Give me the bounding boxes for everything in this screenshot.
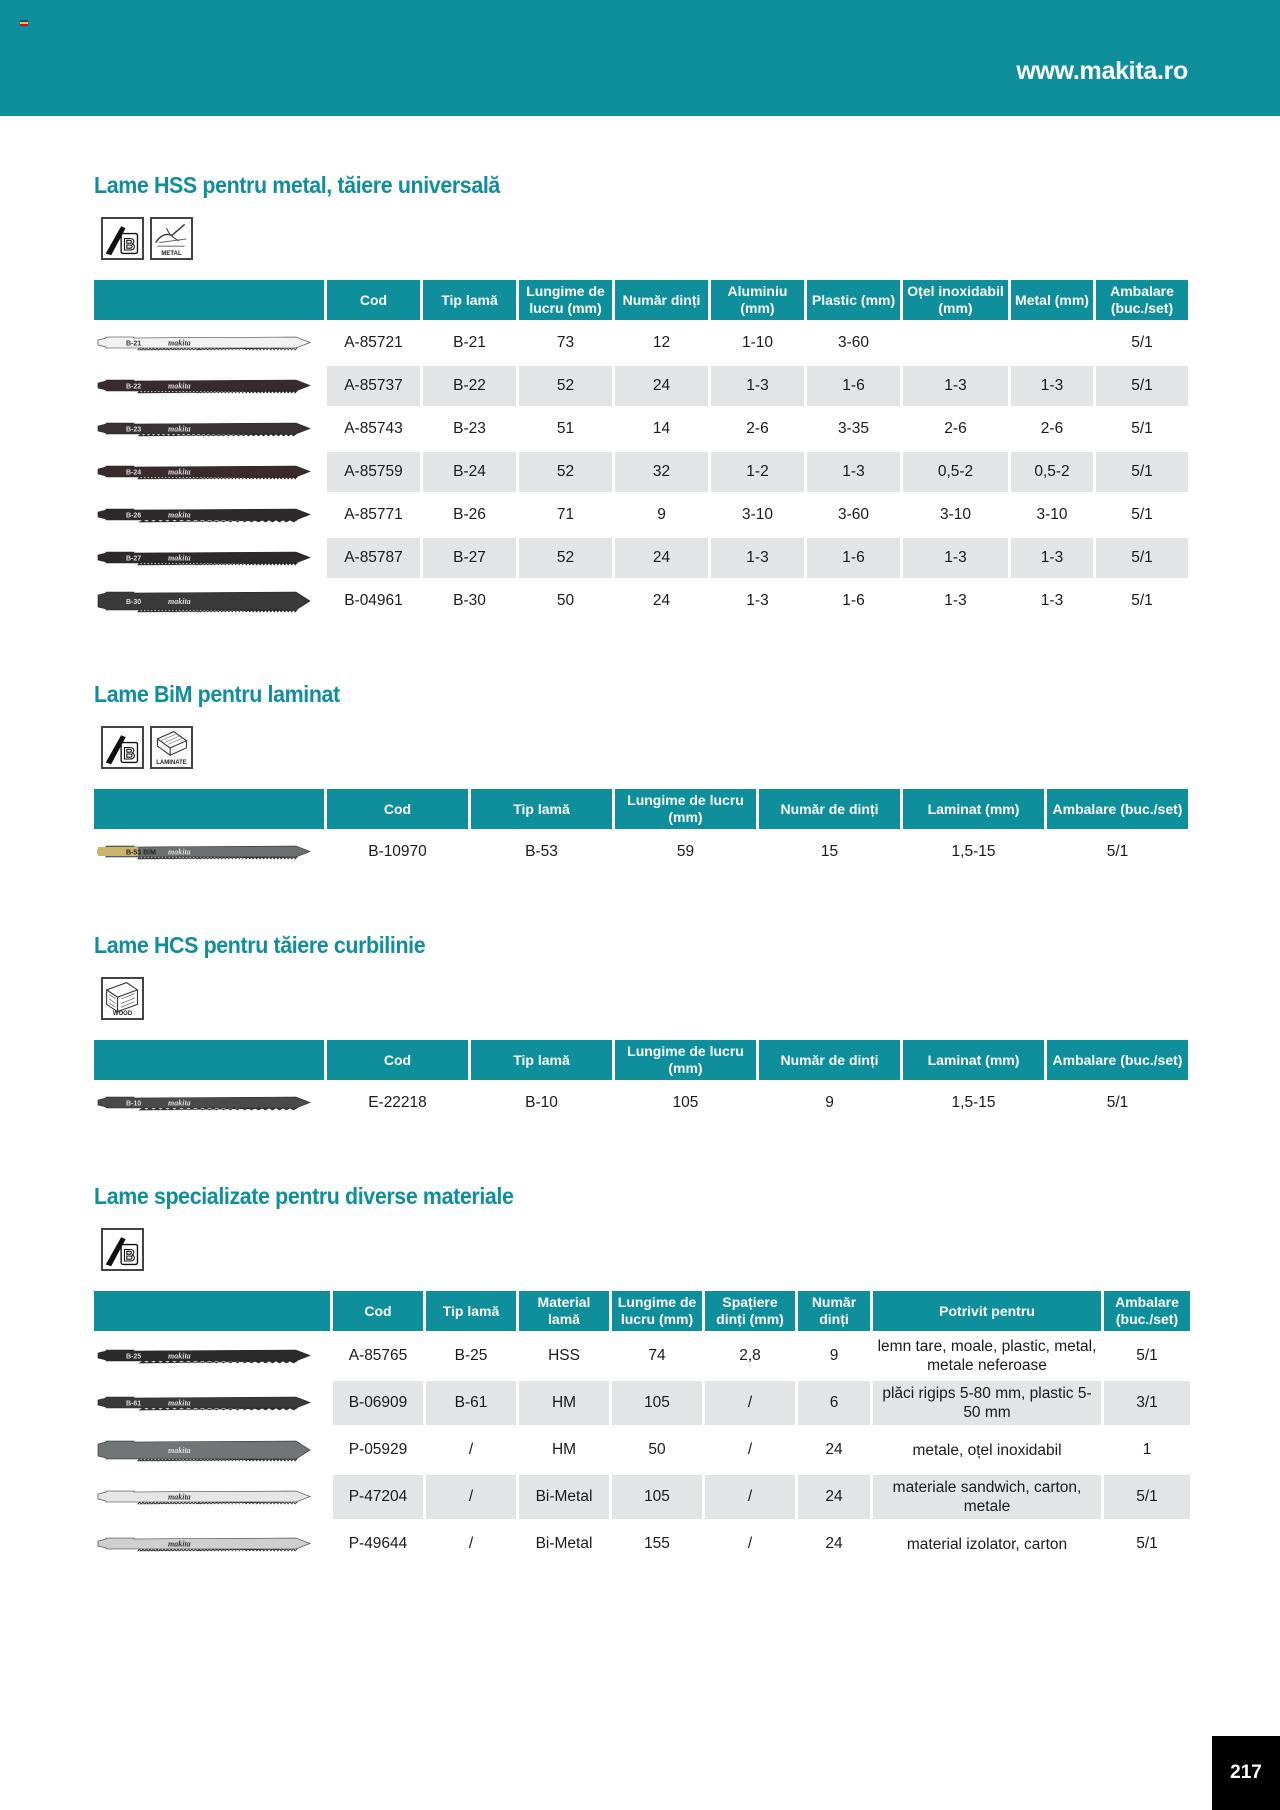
wood-icon: WOOD bbox=[101, 977, 144, 1020]
table-cell: 50 bbox=[612, 1428, 702, 1472]
table-cell: B-10 bbox=[471, 1083, 612, 1123]
table-cell: 105 bbox=[612, 1381, 702, 1425]
section-title: Lame BiM pentru laminat bbox=[94, 681, 340, 707]
table-row bbox=[94, 1334, 1190, 1378]
table-cell: 9 bbox=[615, 495, 708, 535]
table-cell: B-27 bbox=[423, 538, 516, 578]
col-header: Număr de dinți bbox=[759, 789, 900, 829]
col-header: Tip lamă bbox=[423, 280, 516, 320]
svg-text:B-10: B-10 bbox=[126, 1100, 142, 1108]
table-cell: 5/1 bbox=[1104, 1475, 1190, 1519]
table-cell: HSS bbox=[519, 1334, 609, 1378]
table-cell: 52 bbox=[519, 366, 612, 406]
table-cell: 24 bbox=[798, 1428, 870, 1472]
table-cell: / bbox=[705, 1381, 795, 1425]
col-header: Număr de dinți bbox=[759, 1040, 900, 1080]
material-icons bbox=[101, 977, 1188, 1021]
svg-text:makita: makita bbox=[168, 1492, 191, 1502]
table-cell: A-85721 bbox=[327, 323, 420, 363]
header-bar bbox=[0, 0, 1280, 116]
table-cell: 1-3 bbox=[903, 581, 1008, 621]
svg-text:makita: makita bbox=[168, 467, 191, 477]
table-cell: materiale sandwich, carton, metale bbox=[873, 1475, 1101, 1519]
table-row bbox=[94, 323, 1188, 363]
table-cell: 1-2 bbox=[711, 452, 804, 492]
table-cell: 73 bbox=[519, 323, 612, 363]
header-blank bbox=[94, 1291, 330, 1331]
table-cell bbox=[1011, 323, 1093, 363]
svg-text:B-23: B-23 bbox=[126, 426, 142, 434]
table-cell: P-49644 bbox=[333, 1522, 423, 1566]
col-header: Ambalare (buc./set) bbox=[1047, 1040, 1188, 1080]
blade-image bbox=[94, 1428, 330, 1472]
table-cell: P-05929 bbox=[333, 1428, 423, 1472]
table-cell: B-26 bbox=[423, 495, 516, 535]
svg-text:makita: makita bbox=[168, 597, 191, 606]
table-cell: Bi-Metal bbox=[519, 1475, 609, 1519]
blade-image bbox=[94, 452, 324, 492]
table-cell: 155 bbox=[612, 1522, 702, 1566]
table-row bbox=[94, 581, 1188, 621]
table-cell: 105 bbox=[615, 1083, 756, 1123]
table-cell: 52 bbox=[519, 452, 612, 492]
table-cell: plăci rigips 5-80 mm, plastic 5-50 mm bbox=[873, 1381, 1101, 1425]
col-header: Material lamă bbox=[519, 1291, 609, 1331]
svg-text:B-27: B-27 bbox=[126, 555, 142, 563]
flag-icon bbox=[20, 20, 28, 26]
table-row bbox=[94, 409, 1188, 449]
svg-text:makita: makita bbox=[168, 847, 191, 857]
table-cell: B-23 bbox=[423, 409, 516, 449]
col-header: Tip lamă bbox=[426, 1291, 516, 1331]
table-cell: B-21 bbox=[423, 323, 516, 363]
col-header: Cod bbox=[327, 280, 420, 320]
table-cell: 32 bbox=[615, 452, 708, 492]
col-header: Lungime de lucru (mm) bbox=[612, 1291, 702, 1331]
table-cell: 24 bbox=[615, 581, 708, 621]
table-cell: 1-3 bbox=[1011, 366, 1093, 406]
table-cell: 5/1 bbox=[1096, 495, 1188, 535]
svg-text:B-61: B-61 bbox=[126, 1400, 142, 1408]
col-header: Lungime de lucru (mm) bbox=[615, 789, 756, 829]
table-row bbox=[94, 1522, 1190, 1566]
table-cell: 50 bbox=[519, 581, 612, 621]
table-row bbox=[94, 832, 1188, 872]
table-cell: / bbox=[426, 1522, 516, 1566]
col-header: Tip lamă bbox=[471, 1040, 612, 1080]
blade-image bbox=[94, 1522, 330, 1566]
table-cell: HM bbox=[519, 1381, 609, 1425]
table-cell: P-47204 bbox=[333, 1475, 423, 1519]
material-icons bbox=[101, 217, 1188, 261]
svg-text:B: B bbox=[123, 744, 136, 763]
table-cell: 5/1 bbox=[1096, 366, 1188, 406]
b-shank-icon bbox=[101, 1228, 144, 1271]
table-cell: 3-10 bbox=[903, 495, 1008, 535]
svg-text:B: B bbox=[123, 1246, 136, 1265]
table-cell: A-85743 bbox=[327, 409, 420, 449]
section-title: Lame HCS pentru tăiere curbilinie bbox=[94, 932, 426, 958]
col-header: Număr dinți bbox=[798, 1291, 870, 1331]
blade-image bbox=[94, 581, 324, 621]
spec-table bbox=[91, 277, 1191, 624]
table-cell: 1-3 bbox=[711, 366, 804, 406]
blade-image bbox=[94, 538, 324, 578]
blade-image bbox=[94, 409, 324, 449]
table-cell bbox=[903, 323, 1008, 363]
table-body bbox=[94, 323, 1188, 621]
table-cell: 2-6 bbox=[711, 409, 804, 449]
table-cell: 5/1 bbox=[1096, 538, 1188, 578]
table-cell: 12 bbox=[615, 323, 708, 363]
table-cell: 1-6 bbox=[807, 538, 900, 578]
blade-image bbox=[94, 832, 324, 872]
col-header: Laminat (mm) bbox=[903, 789, 1044, 829]
table-cell: / bbox=[426, 1475, 516, 1519]
table-cell: B-30 bbox=[423, 581, 516, 621]
table-cell: material izolator, carton bbox=[873, 1522, 1101, 1566]
table-cell: 2-6 bbox=[1011, 409, 1093, 449]
table-cell: 9 bbox=[798, 1334, 870, 1378]
table-cell: metale, oțel inoxidabil bbox=[873, 1428, 1101, 1472]
table-cell: 1-6 bbox=[807, 581, 900, 621]
col-header: Ambalare (buc./set) bbox=[1096, 280, 1188, 320]
col-header: Oțel inoxidabil (mm) bbox=[903, 280, 1008, 320]
table-cell: 3/1 bbox=[1104, 1381, 1190, 1425]
table-cell: Bi-Metal bbox=[519, 1522, 609, 1566]
svg-text:makita: makita bbox=[168, 510, 191, 520]
laminate-icon: LAMINATE bbox=[150, 726, 193, 769]
table-row bbox=[94, 495, 1188, 535]
col-header: Spațiere dinți (mm) bbox=[705, 1291, 795, 1331]
table-cell: / bbox=[705, 1522, 795, 1566]
table-body bbox=[94, 1334, 1190, 1566]
col-header: Tip lamă bbox=[471, 789, 612, 829]
table-cell: 1-3 bbox=[807, 452, 900, 492]
table-row bbox=[94, 538, 1188, 578]
b-shank-icon bbox=[101, 726, 144, 769]
table-cell: E-22218 bbox=[327, 1083, 468, 1123]
table-cell: B-25 bbox=[426, 1334, 516, 1378]
col-header: Aluminiu (mm) bbox=[711, 280, 804, 320]
blade-image bbox=[94, 1381, 330, 1425]
table-cell: 5/1 bbox=[1096, 409, 1188, 449]
table-cell: / bbox=[426, 1428, 516, 1472]
table-cell: 3-60 bbox=[807, 323, 900, 363]
table-cell: 15 bbox=[759, 832, 900, 872]
col-header: Laminat (mm) bbox=[903, 1040, 1044, 1080]
table-cell: A-85759 bbox=[327, 452, 420, 492]
b-shank-icon bbox=[101, 217, 144, 260]
table-cell: 52 bbox=[519, 538, 612, 578]
table-cell: B-22 bbox=[423, 366, 516, 406]
table-cell: HM bbox=[519, 1428, 609, 1472]
table-cell: 24 bbox=[798, 1475, 870, 1519]
spec-table bbox=[91, 1037, 1191, 1126]
blade-image bbox=[94, 1083, 324, 1123]
col-header: Cod bbox=[327, 1040, 468, 1080]
blade-image bbox=[94, 323, 324, 363]
table-cell: 1,5-15 bbox=[903, 832, 1044, 872]
page-number: 217 bbox=[1212, 1736, 1280, 1810]
site-url[interactable]: www.makita.ro bbox=[1016, 57, 1188, 85]
table-cell: 2-6 bbox=[903, 409, 1008, 449]
col-header: Lungime de lucru (mm) bbox=[615, 1040, 756, 1080]
svg-text:makita: makita bbox=[168, 381, 191, 391]
table-cell: B-04961 bbox=[327, 581, 420, 621]
table-row bbox=[94, 1083, 1188, 1123]
table-cell: 74 bbox=[612, 1334, 702, 1378]
table-cell: 0,5-2 bbox=[1011, 452, 1093, 492]
svg-text:B-53 BiM: B-53 BiM bbox=[126, 849, 156, 857]
table-cell: 3-10 bbox=[711, 495, 804, 535]
table-cell: 71 bbox=[519, 495, 612, 535]
table-cell: 5/1 bbox=[1096, 452, 1188, 492]
table-cell: 1-6 bbox=[807, 366, 900, 406]
table-row bbox=[94, 1428, 1190, 1472]
blade-image bbox=[94, 366, 324, 406]
svg-text:makita: makita bbox=[168, 1098, 191, 1108]
svg-text:B-30: B-30 bbox=[126, 599, 142, 606]
col-header: Lungime de lucru (mm) bbox=[519, 280, 612, 320]
table-cell: 1 bbox=[1104, 1428, 1190, 1472]
table-cell: lemn tare, moale, plastic, metal, metale neferoase bbox=[873, 1334, 1101, 1378]
svg-text:makita: makita bbox=[168, 553, 191, 563]
blade-image bbox=[94, 1334, 330, 1378]
table-cell: 1-10 bbox=[711, 323, 804, 363]
table-row bbox=[94, 366, 1188, 406]
section-title: Lame HSS pentru metal, tăiere universală bbox=[94, 172, 500, 198]
svg-text:makita: makita bbox=[168, 1398, 191, 1408]
col-header: Cod bbox=[333, 1291, 423, 1331]
table-cell: 24 bbox=[615, 366, 708, 406]
spec-table bbox=[91, 1288, 1193, 1569]
table-cell: B-06909 bbox=[333, 1381, 423, 1425]
section-hss-metal bbox=[94, 172, 1188, 624]
table-cell: 5/1 bbox=[1104, 1334, 1190, 1378]
table-cell: 3-60 bbox=[807, 495, 900, 535]
table-cell: 1-3 bbox=[711, 581, 804, 621]
table-cell: 24 bbox=[615, 538, 708, 578]
table-cell: B-10970 bbox=[327, 832, 468, 872]
col-header: Plastic (mm) bbox=[807, 280, 900, 320]
table-cell: 1-3 bbox=[1011, 581, 1093, 621]
table-cell: 5/1 bbox=[1104, 1522, 1190, 1566]
col-header: Număr dinți bbox=[615, 280, 708, 320]
col-header: Ambalare (buc./set) bbox=[1047, 789, 1188, 829]
table-cell: 5/1 bbox=[1096, 581, 1188, 621]
table-cell: 59 bbox=[615, 832, 756, 872]
table-cell: 6 bbox=[798, 1381, 870, 1425]
svg-text:B-24: B-24 bbox=[126, 469, 142, 477]
table-cell: 5/1 bbox=[1047, 832, 1188, 872]
table-cell: / bbox=[705, 1428, 795, 1472]
svg-text:makita: makita bbox=[168, 1351, 191, 1361]
table-cell: 1-3 bbox=[1011, 538, 1093, 578]
table-row bbox=[94, 1475, 1190, 1519]
table-cell: 2,8 bbox=[705, 1334, 795, 1378]
header-blank bbox=[94, 1040, 324, 1080]
col-header: Ambalare (buc./set) bbox=[1104, 1291, 1190, 1331]
table-cell: A-85737 bbox=[327, 366, 420, 406]
col-header: Potrivit pentru bbox=[873, 1291, 1101, 1331]
col-header: Metal (mm) bbox=[1011, 280, 1093, 320]
table-cell: 51 bbox=[519, 409, 612, 449]
svg-text:B-21: B-21 bbox=[126, 340, 142, 348]
table-cell: 5/1 bbox=[1096, 323, 1188, 363]
table-cell: 24 bbox=[798, 1522, 870, 1566]
blade-image bbox=[94, 1475, 330, 1519]
header-blank bbox=[94, 789, 324, 829]
table-cell: 3-10 bbox=[1011, 495, 1093, 535]
table-cell: 105 bbox=[612, 1475, 702, 1519]
table-cell: B-53 bbox=[471, 832, 612, 872]
table-body bbox=[94, 832, 1188, 872]
svg-text:B-26: B-26 bbox=[126, 512, 142, 520]
section-bim-laminate bbox=[94, 681, 1188, 875]
svg-text:makita: makita bbox=[168, 1539, 191, 1549]
table-cell: 1-3 bbox=[903, 538, 1008, 578]
svg-text:B: B bbox=[123, 235, 136, 254]
svg-text:makita: makita bbox=[168, 338, 191, 348]
metal-icon: METAL bbox=[150, 217, 193, 260]
table-cell: 1-3 bbox=[903, 366, 1008, 406]
material-icons bbox=[101, 1228, 1188, 1272]
table-row bbox=[94, 1381, 1190, 1425]
table-cell: A-85765 bbox=[333, 1334, 423, 1378]
table-body bbox=[94, 1083, 1188, 1123]
svg-text:makita: makita bbox=[168, 424, 191, 434]
material-icons bbox=[101, 726, 1188, 770]
table-cell: / bbox=[705, 1475, 795, 1519]
blade-image bbox=[94, 495, 324, 535]
table-cell: 5/1 bbox=[1047, 1083, 1188, 1123]
table-cell: 0,5-2 bbox=[903, 452, 1008, 492]
spec-table bbox=[91, 786, 1191, 875]
svg-text:makita: makita bbox=[168, 1446, 191, 1455]
table-row bbox=[94, 452, 1188, 492]
table-cell: A-85771 bbox=[327, 495, 420, 535]
section-specialized bbox=[94, 1183, 1188, 1569]
table-cell: 3-35 bbox=[807, 409, 900, 449]
table-cell: 1,5-15 bbox=[903, 1083, 1044, 1123]
table-cell: 1-3 bbox=[711, 538, 804, 578]
table-cell: 9 bbox=[759, 1083, 900, 1123]
svg-text:B-25: B-25 bbox=[126, 1353, 142, 1361]
table-cell: 14 bbox=[615, 409, 708, 449]
table-cell: B-61 bbox=[426, 1381, 516, 1425]
header-blank bbox=[94, 280, 324, 320]
svg-text:B-22: B-22 bbox=[126, 383, 142, 391]
section-hcs-curve bbox=[94, 932, 1188, 1126]
section-title: Lame specializate pentru diverse materiale bbox=[94, 1183, 514, 1209]
table-cell: A-85787 bbox=[327, 538, 420, 578]
col-header: Cod bbox=[327, 789, 468, 829]
table-cell: B-24 bbox=[423, 452, 516, 492]
